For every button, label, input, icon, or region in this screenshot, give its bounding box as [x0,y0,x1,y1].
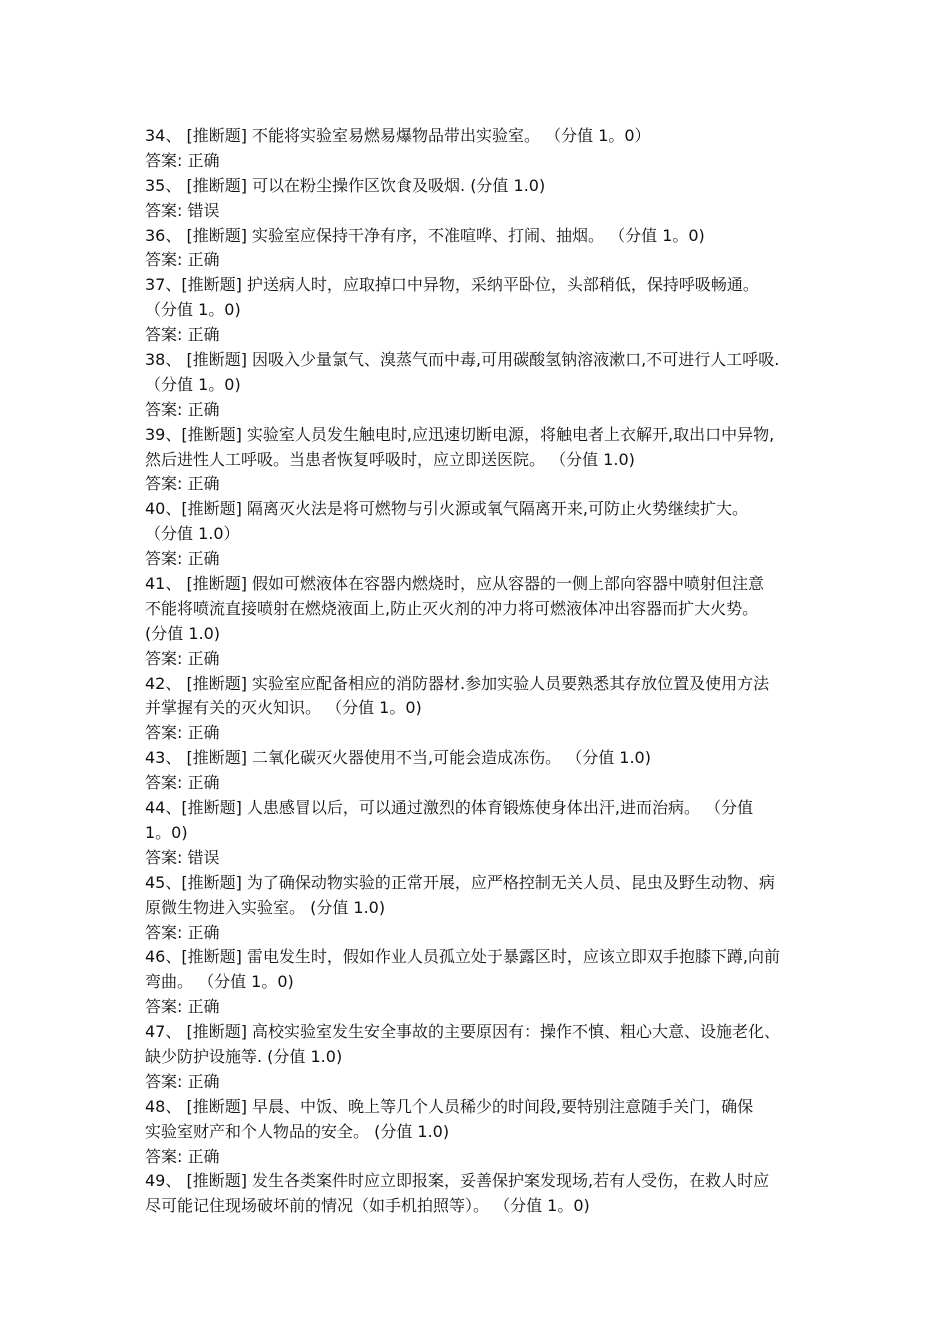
question-text [145,124,820,149]
question-text-line: 然后进性人工呼吸。当患者恢复呼吸时，应立即送医院。 （分值 1.0) [145,449,635,469]
question-text-line: 42、 [推断题] 实验室应配备相应的消防器材.参加实验人员要熟悉其存放位置及使用方法 [145,673,770,693]
answer-line: 答案: 正确 [145,1146,220,1166]
question-item [145,672,820,747]
question-text-line: （分值 1。0) [145,374,241,394]
answer-line: 答案: 正确 [145,1071,220,1091]
question-text-line: 38、 [推断题] 因吸入少量氯气、溴蒸气而中毒,可用碳酸氢钠溶液漱口,不可进行人工呼吸. [145,350,780,370]
question-item [145,423,820,498]
question-text [145,174,820,199]
answer-line: 答案: 正确 [145,325,220,345]
answer-line: 答案: 错误 [145,200,220,220]
question-text-line: 1。0) [145,822,188,842]
question-item [145,348,820,423]
question-text-line: 41、 [推断题] 假如可燃液体在容器内燃烧时，应从容器的一侧上部向容器中喷射但注意 [145,574,765,594]
question-text-line: 37、[推断题] 护送病人时，应取掉口中异物，采纳平卧位，头部稍低，保持呼吸畅通。 [145,275,759,295]
question-text [145,945,820,995]
question-text-line: 49、 [推断题] 发生各类案件时应立即报案，妥善保护案发现场,若有人受伤，在救人时应 [145,1171,770,1191]
question-text-line: (分值 1.0) [145,623,221,643]
question-text-line: （分值 1.0） [145,524,240,544]
question-text-line: 46、[推断题] 雷电发生时，假如作业人员孤立处于暴露区时，应该立即双手抱膝下蹲,向前 [145,947,781,967]
question-item [145,273,820,348]
question-text-line: 弯曲。 （分值 1。0) [145,972,294,992]
answer-line: 答案: 正确 [145,474,220,494]
question-text [145,348,820,398]
answer-line: 答案: 正确 [145,773,220,793]
question-text-line: 36、 [推断题] 实验室应保持干净有序，不准喧哗、打闹、抽烟。 （分值 1。0) [145,225,705,245]
question-item [145,871,820,946]
question-item [145,945,820,1020]
question-text-line: 35、 [推断题] 可以在粉尘操作区饮食及吸烟. (分值 1.0) [145,175,546,195]
question-item [145,1020,820,1095]
answer-line: 答案: 正确 [145,150,220,170]
question-text-line: 48、 [推断题] 早晨、中饭、晚上等几个人员稀少的时间段,要特别注意随手关门，确保 [145,1096,754,1116]
question-item [145,497,820,572]
answer-line: 答案: 错误 [145,847,220,867]
question-text [145,224,820,249]
question-text-line: 缺少防护设施等. (分值 1.0) [145,1046,343,1066]
question-text [145,1020,820,1070]
question-text-line: 原微生物进入实验室。 (分值 1.0) [145,897,386,917]
question-text [145,1169,820,1219]
answer-line: 答案: 正确 [145,399,220,419]
question-item [145,224,820,274]
answer-line: 答案: 正确 [145,922,220,942]
question-text-line: 尽可能记住现场破坏前的情况（如手机拍照等）。 （分值 1。0) [145,1196,590,1216]
question-text-line: 不能将喷流直接喷射在燃烧液面上,防止灭火剂的冲力将可燃液体冲出容器而扩大火势。 [145,598,759,618]
question-item [145,1095,820,1170]
question-text [145,1095,820,1145]
answer-line: 答案: 正确 [145,250,220,270]
question-item [145,746,820,796]
question-item [145,796,820,871]
question-item [145,174,820,224]
answer-line: 答案: 正确 [145,549,220,569]
question-text-line: 43、 [推断题] 二氧化碳灭火器使用不当,可能会造成冻伤。 （分值 1.0) [145,748,651,768]
question-text-line: 39、[推断题] 实验室人员发生触电时,应迅速切断电源，将触电者上衣解开,取出口中异物, [145,424,775,444]
question-item [145,572,820,672]
question-text-line: 40、[推断题] 隔离灭火法是将可燃物与引火源或氧气隔离开来,可防止火势继续扩大。 [145,499,749,519]
question-text [145,672,820,722]
question-text-line: 44、[推断题] 人患感冒以后，可以通过激烈的体育锻炼使身体出汗,进而治病。 （分值 [145,798,754,818]
question-item [145,1169,820,1219]
answer-line: 答案: 正确 [145,997,220,1017]
document-body [145,124,820,1219]
question-text-line: 47、 [推断题] 高校实验室发生安全事故的主要原因有：操作不慎、粗心大意、设施老化、 [145,1022,781,1042]
question-text [145,796,820,846]
question-item [145,124,820,174]
question-text [145,497,820,547]
question-text-line: 并掌握有关的灭火知识。 （分值 1。0) [145,698,422,718]
question-text-line: 实验室财产和个人物品的安全。 (分值 1.0) [145,1121,450,1141]
question-text-line: 34、 [推断题] 不能将实验室易燃易爆物品带出实验室。 （分值 1。0） [145,126,651,145]
question-text [145,746,820,771]
answer-line: 答案: 正确 [145,648,220,668]
question-text [145,273,820,323]
answer-line: 答案: 正确 [145,723,220,743]
question-text [145,572,820,647]
question-text [145,871,820,921]
question-text-line: 45、[推断题] 为了确保动物实验的正常开展，应严格控制无关人员、昆虫及野生动物、病 [145,872,775,892]
question-text-line: （分值 1。0) [145,300,241,320]
question-text [145,423,820,473]
